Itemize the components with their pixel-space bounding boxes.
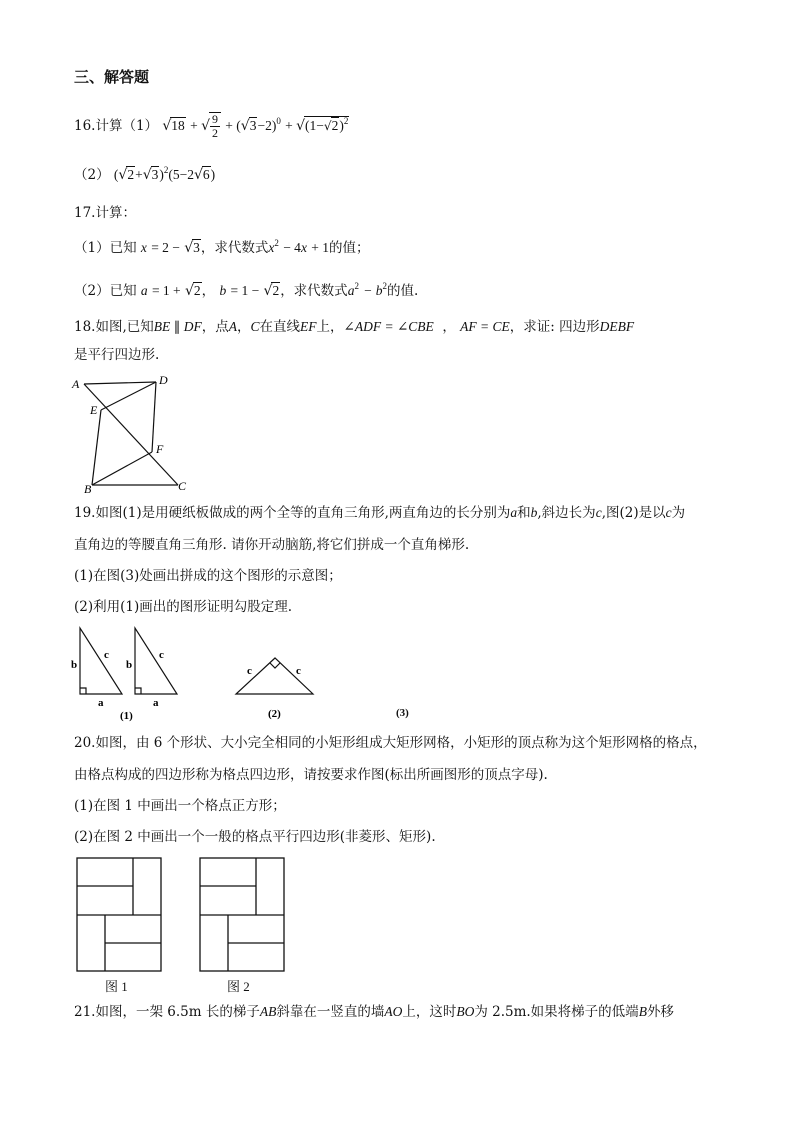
- q17-p1-c: 的值；: [328, 240, 370, 256]
- var-b2: b: [530, 505, 538, 520]
- seg-AB: AB: [259, 1004, 277, 1019]
- q19-line2: 直角边的等腰直角三角形. 请你开动脑筋,将它们拼成一个直角梯形.: [74, 537, 470, 553]
- rad-3b: 3: [193, 240, 200, 255]
- q21-line1: [74, 1003, 674, 1021]
- rad-3: 3: [151, 167, 159, 182]
- q16-label: 16.计算（1）: [74, 118, 159, 134]
- poly-sq: 2: [274, 238, 279, 248]
- triangle-1a: [80, 628, 122, 694]
- q19-figures: [66, 622, 356, 724]
- q18-b: ，点: [201, 319, 229, 335]
- right-angle-2: [270, 663, 280, 668]
- b-val: = 1 −: [230, 283, 260, 298]
- q20-line1: 20.如图，由 6 个形状、大小完全相同的小矩形组成大矩形网格，小矩形的顶点称为这个矩形网格的格点，: [74, 735, 707, 751]
- poly-x2: x: [300, 240, 307, 255]
- seg-BO: BO: [456, 1004, 475, 1019]
- rad-2: 2: [127, 167, 135, 182]
- q21-c: 上，这时: [402, 1004, 457, 1020]
- q20-grids: [74, 855, 294, 977]
- poly-plus1: + 1: [311, 240, 329, 255]
- q18-line1: [74, 318, 634, 336]
- q17-p2-a: （2）已知: [74, 283, 137, 299]
- line-EF: EF: [300, 319, 317, 334]
- factor: (5−2: [168, 167, 194, 182]
- q20-line2: 由格点构成的四边形称为格点四边形，请按要求作图(标出所画图形的顶点字母).: [74, 767, 548, 783]
- q19-b: 和: [517, 505, 531, 521]
- quad-DEBF: DEBF: [599, 319, 635, 334]
- side-c2: c: [159, 649, 164, 661]
- q16-inner-rad: 2: [331, 118, 339, 133]
- q19-a: 19.如图(1)是用硬纸板做成的两个全等的直角三角形,两直角边的长分别为: [74, 505, 511, 521]
- pt-B: B: [638, 1004, 647, 1019]
- q16-inner-close: ): [339, 118, 344, 133]
- poly-b-sq: 2: [382, 281, 387, 291]
- poly-a-sq: 2: [354, 281, 359, 291]
- q20-sub1: (1)在图 1 中画出一个格点正方形；: [74, 798, 286, 814]
- var-x: x: [140, 240, 147, 255]
- side-c1: c: [104, 649, 109, 661]
- seg-BE: BE: [153, 319, 171, 334]
- q19-sub1: (1)在图(3)处画出拼成的这个图形的示意图；: [74, 568, 342, 584]
- label-A: A: [72, 377, 80, 391]
- q18-c: ，: [237, 319, 251, 335]
- q16-rad1: 18: [171, 118, 185, 133]
- q17-part2: （2）已知 a = 1 + √2， b = 1 − √2，求代数式$a^2 - b^2$的值.: [74, 281, 419, 299]
- seg-EB: [92, 410, 101, 485]
- q16-minus2: −2): [257, 118, 277, 133]
- q17-part1: （1）已知 x = 2 − √3，求代数式$x^2 - 4x + 1$的值；: [74, 238, 370, 256]
- parallel: ∥: [170, 319, 184, 334]
- q16-rad3: 3: [249, 118, 257, 133]
- q19-d: ,图(2)是以: [601, 505, 666, 521]
- label-D: D: [159, 373, 168, 387]
- pt-C: C: [250, 319, 260, 334]
- plus: +: [135, 167, 143, 182]
- label-F: F: [156, 442, 164, 456]
- p-open: (: [113, 167, 119, 182]
- q17-title: 17.计算：: [74, 205, 136, 221]
- var-c: c: [595, 505, 602, 520]
- q21-e: 外移: [646, 1004, 674, 1020]
- seg-BF: [92, 452, 152, 485]
- q21-a: 21.如图，一架 6.5m 长的梯子: [74, 1004, 260, 1020]
- side-a1: a: [98, 697, 104, 709]
- q16-part1: 16.计算（1） √18 + √ $\frac{9}{2}$ + $(√3-2)^0 + √(1-√2)^2$: [74, 112, 349, 140]
- q18-a: 18.如图,已知: [74, 319, 154, 335]
- poly-x: x: [268, 240, 275, 255]
- q21-d: 为 2.5m.如果将梯子的低端: [474, 1004, 639, 1020]
- side-b2: b: [126, 659, 133, 671]
- seg-DE: [101, 382, 156, 410]
- grid-2: [200, 858, 284, 971]
- triangle-1b: [135, 628, 177, 694]
- q19-sub2: (2)利用(1)画出的图形证明勾股定理.: [74, 599, 293, 615]
- q18-e: 上，: [316, 319, 344, 335]
- exp-two: 2: [343, 116, 349, 126]
- q18-g: ，求证: 四边形: [509, 319, 600, 335]
- q18-d: 在直线: [259, 319, 301, 335]
- q17-p1-a: （1）已知: [74, 240, 137, 256]
- q17-p2-b: ，: [201, 283, 216, 299]
- var-b: b: [219, 283, 227, 298]
- q17-p1-b: ，求代数式: [200, 240, 269, 256]
- side-b1: b: [71, 659, 78, 671]
- section-title: 三、解答题: [74, 68, 150, 86]
- right-angle-1b: [135, 688, 141, 694]
- q19-c: ,斜边长为: [537, 505, 596, 521]
- seg-AD: [84, 382, 156, 384]
- seg-DF: DF: [183, 319, 202, 334]
- frac-num: 9: [212, 112, 218, 126]
- frac-den: 2: [212, 126, 218, 140]
- q16-part2-label: （2）: [74, 167, 110, 183]
- grid-1: [77, 858, 161, 971]
- rad-6: 6: [202, 167, 210, 182]
- fig-label-2: (2): [268, 708, 281, 720]
- fig-label-3-text: (3): [396, 707, 409, 719]
- grid-2-caption: 图 2: [227, 979, 250, 994]
- q19-line1: [74, 504, 685, 522]
- grid-1-caption: 图 1: [105, 979, 128, 994]
- paren-open: (: [236, 118, 241, 133]
- p-close2: ): [210, 167, 216, 182]
- var-c2: c: [665, 505, 672, 520]
- pt-A: A: [228, 319, 238, 334]
- q16-part2: （2） $(√2+√3)^2(5-2√6)$: [74, 165, 216, 183]
- q20-sub2: (2)在图 2 中画出一个一般的格点平行四边形(非菱形、矩形).: [74, 829, 436, 845]
- q18-line2: 是平行四边形.: [74, 347, 160, 363]
- side-a2: a: [153, 697, 159, 709]
- poly-b: − b: [363, 283, 383, 298]
- rad-2b: 2: [193, 283, 201, 298]
- q18-f: ，: [442, 319, 456, 335]
- q18-figure: [70, 372, 195, 497]
- var-a: a: [140, 283, 148, 298]
- q17-p2-c: ，求代数式: [280, 283, 348, 299]
- fig-label-1: (1): [120, 710, 133, 722]
- label-C: C: [178, 479, 187, 493]
- p-close: ): [159, 167, 164, 182]
- side-c3: c: [247, 665, 252, 677]
- side-c4: c: [296, 665, 301, 677]
- q21-b: 斜靠在一竖直的墙: [276, 1004, 385, 1020]
- label-B: B: [84, 482, 92, 496]
- right-angle-1a: [80, 688, 86, 694]
- q17-p2-d: 的值.: [386, 283, 419, 299]
- label-E: E: [90, 403, 98, 417]
- exp-zero: 0: [276, 116, 281, 126]
- var-a2: a: [510, 505, 518, 520]
- poly-a: a: [347, 283, 355, 298]
- seg-AO: AO: [384, 1004, 403, 1019]
- rad-2c: 2: [272, 283, 280, 298]
- q16-inner: (1−: [305, 118, 324, 133]
- q19-e: 为: [671, 505, 686, 521]
- len-eq: AF = CE: [460, 319, 510, 334]
- sq-exp: 2: [163, 165, 169, 175]
- poly-minus4: − 4: [283, 240, 301, 255]
- a-val: = 1 +: [151, 283, 181, 298]
- x-val: = 2 −: [151, 240, 180, 255]
- angle-eq: ∠ADF = ∠CBE: [343, 319, 434, 334]
